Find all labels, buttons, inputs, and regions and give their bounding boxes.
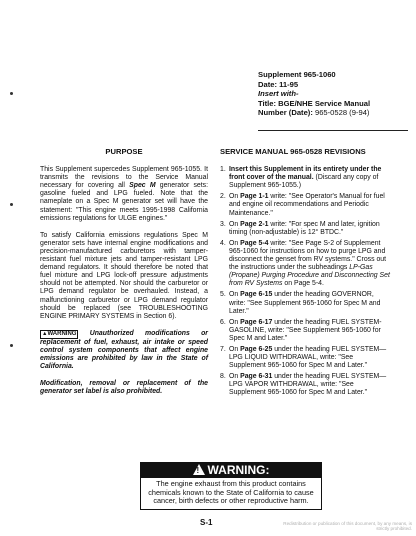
list-item-pre: On xyxy=(229,373,241,381)
warning-box-title xyxy=(141,463,321,478)
purpose-warning-paragraph xyxy=(40,330,208,371)
list-item-text: write: "For spec M and later, ignition timing (non-adjustable) is 12° BTDC." xyxy=(229,220,380,236)
list-item-text: under the heading FUEL SYSTEM—LPG LIQUID WITHDRAWAL, write: "See Supplement 965-1060 for Spec M and Later." xyxy=(229,345,387,370)
margin-dot xyxy=(10,203,13,206)
list-item xyxy=(220,319,390,343)
prop65-warning-box xyxy=(140,462,322,510)
warning-triangle-icon: ▲ xyxy=(42,330,48,337)
supplement-number: Supplement 965-1060 xyxy=(258,70,336,79)
list-item-number: 6. xyxy=(220,318,226,326)
purpose-paragraph-4: Modification, removal or replacement of the generator set label is also prohibited. xyxy=(40,380,208,396)
list-item-page: Page 6-15 xyxy=(240,291,273,299)
spec-m-emphasis: Spec M xyxy=(129,182,156,190)
list-item xyxy=(220,221,390,237)
revisions-list xyxy=(220,166,390,397)
list-item-number: 1. xyxy=(220,166,226,174)
list-item xyxy=(220,166,390,190)
list-item-page: Page 6-25 xyxy=(240,345,273,353)
purpose-heading: PURPOSE xyxy=(105,147,143,156)
list-item-pre: On xyxy=(229,291,241,299)
purpose-paragraph-2: To satisfy California emissions regulations Spec M generator sets have internal engine modifications and precision-manufactured carburetors with tamper-resistant fuel mixture jets and tamper-resistant LPG demand regulators. It should therefore be noted that fuel mixture and LPG lock-off pressure adjustments should not be attempted. Nor should the carburetor or LPG demand regulator be overhauled. Instead, a malfunctioning carburetor or LPG demand regulator should be replaced (see TROUBLESHOOTING ENGINE PRIMARY SYSTEMS in Section 6). xyxy=(40,231,208,320)
list-item xyxy=(220,193,390,217)
purpose-p1-text-cont: generator sets: gasoline fueled and LPG fueled. Note that the nameplate on a Spec M generator set will have the statement: "This engine meets 1995-1998 California emissions regulations for ULGE engines." xyxy=(40,182,208,222)
supplement-date: Date: 11-95 xyxy=(258,79,299,89)
list-item-pre: On xyxy=(229,345,241,353)
list-item-number: 8. xyxy=(220,373,226,381)
list-item xyxy=(220,373,390,397)
warning-triangle-icon: ! xyxy=(193,464,205,475)
list-item-page: Page 5-4 xyxy=(240,239,269,247)
list-item-page: Page 1-1 xyxy=(240,193,269,201)
page-number: S-1 xyxy=(200,518,213,527)
number-date-label: Number (Date): xyxy=(258,108,313,118)
header-rule xyxy=(258,130,408,131)
margin-dot xyxy=(10,344,13,347)
list-item-number: 4. xyxy=(220,239,226,247)
list-item-page: Page 2-1 xyxy=(240,220,269,228)
supplement-header xyxy=(258,70,410,118)
list-item-pre: On xyxy=(229,318,241,326)
inline-warning-text: WARNING xyxy=(47,330,77,337)
list-item-text: under the heading FUEL SYSTEM—LPG VAPOR WITHDRAWAL, write: "See Supplement 965-1060 for Spec M and Later." xyxy=(229,373,387,397)
list-item-text: under the heading GOVERNOR, write: "See Supplement 965-1060 for Spec M and Later." xyxy=(229,291,381,315)
supplement-insert-with: Insert with- xyxy=(258,89,299,99)
list-item-bold: Insert this Supplement in its entirety under the front cover of the manual. xyxy=(229,166,382,182)
warning-box-body: The engine exhaust from this product contains chemicals known to the State of California to cause cancer, birth defects or other reproductive harm. xyxy=(148,479,314,506)
supplement-number-date xyxy=(258,108,410,118)
inline-warning-label xyxy=(40,330,78,339)
list-item-post: on Page 5-4. xyxy=(282,280,324,288)
list-item-italic: LP-Gas (Propane) Purging Procedure and Disconnecting Set from RV Systems xyxy=(229,264,390,288)
revisions-column xyxy=(220,148,390,401)
number-date-value: 965-0528 (9-94) xyxy=(314,108,370,118)
list-item-text: write: "See Operator's Manual for fuel and engine oil recommendations and Periodic Maintenance." xyxy=(229,193,385,217)
list-item-pre: On xyxy=(229,193,241,201)
redistribution-notice: Redistribution or publication of this document, by any means, is strictly prohibited. xyxy=(283,521,412,532)
warning-text: Unauthorized modifications or replacement of fuel, exhaust, air intake or speed control system components that affect engine emissions are prohibited by law in the State of California. xyxy=(40,329,208,371)
margin-dot xyxy=(10,92,13,95)
list-item-number: 7. xyxy=(220,345,226,353)
revisions-heading: SERVICE MANUAL 965-0528 REVISIONS xyxy=(220,147,366,156)
list-item xyxy=(220,240,390,289)
list-item xyxy=(220,291,390,315)
purpose-column xyxy=(40,148,208,405)
list-item-number: 2. xyxy=(220,193,226,201)
list-item-text: under the heading FUEL SYSTEM-GASOLINE, write: "See Supplement 965-1060 for Spec M and Later." xyxy=(229,318,382,342)
list-item-pre: On xyxy=(229,239,241,247)
list-item-text: write: "See Page S-2 of Supplement 965-1060 for instructions on how to purge LPG and disconnect the genset from RV systems." Cross out the instructions under the subheadings xyxy=(229,239,387,272)
supplement-title: Title: BGE/NHE Service Manual xyxy=(258,98,371,108)
purpose-paragraph-1 xyxy=(40,166,208,223)
list-item-page: Page 6-31 xyxy=(240,373,273,381)
list-item-number: 3. xyxy=(220,220,226,228)
purpose-p1-text: This Supplement supercedes Supplement 965-1055. It transmits the revisions to the Service Manual necessary for covering all xyxy=(40,166,208,190)
list-item-number: 5. xyxy=(220,291,226,299)
list-item-pre: On xyxy=(229,220,241,228)
list-item-text: (Discard any copy of Supplement 965-1055.) xyxy=(229,174,379,190)
list-item xyxy=(220,346,390,370)
warning-box-title-text: WARNING: xyxy=(207,463,270,477)
list-item-page: Page 6-17 xyxy=(240,318,273,326)
